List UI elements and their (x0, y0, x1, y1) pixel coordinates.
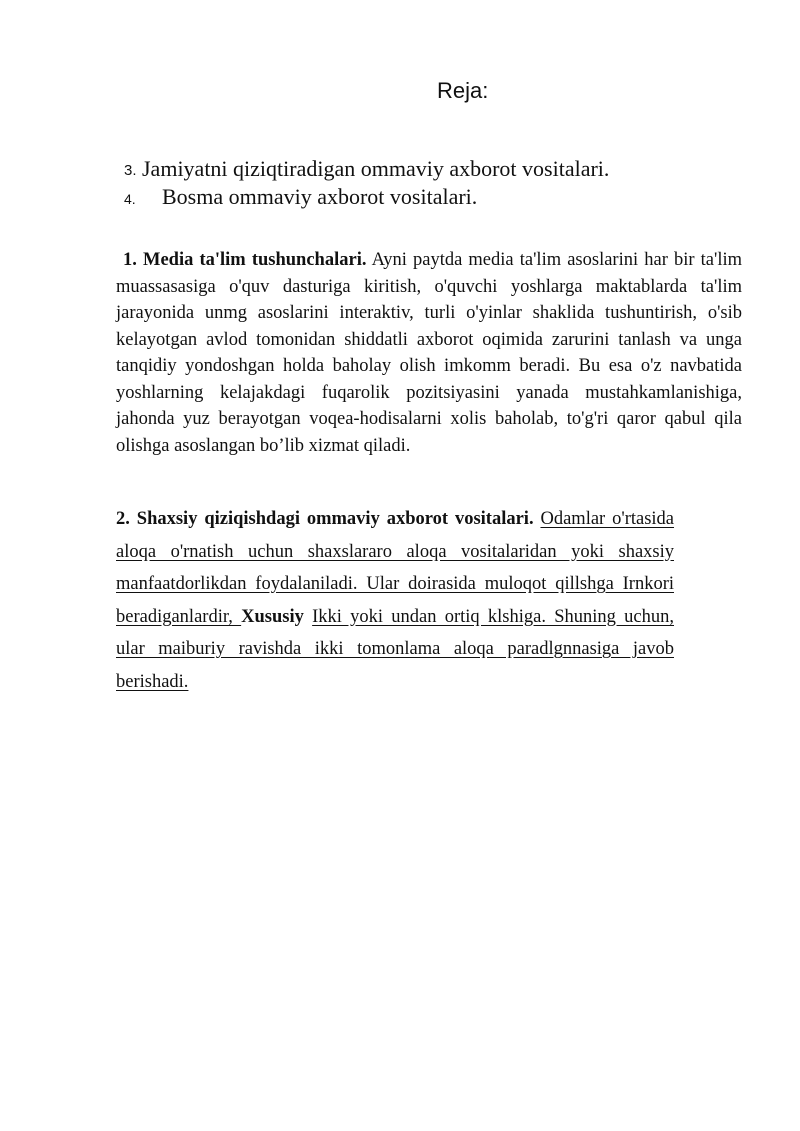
plan-title: Reja: (437, 78, 489, 103)
section-2-body-a: Odamlar o'rtasida aloqa o'rnatish uchun shaxslararo aloqa vositalaridan yoki shaxsiy manfaatdorlikdan foydalaniladi. Ular doirasida muloqot qillshga Irnkori beradiganlardir, (116, 509, 675, 627)
plan-item-number: 4. (124, 191, 136, 207)
section-2-bold-word: Xususiy (241, 606, 304, 627)
plan-item-text: Bosma ommaviy axborot vositalari. (162, 184, 478, 209)
plan-item-text: Jamiyatni qiziqtiradigan ommaviy axborot vositalari. (142, 156, 610, 181)
section-2-paragraph (116, 503, 674, 698)
section-1-heading: 1. Media ta'lim tushunchalari. (123, 250, 367, 270)
section-2-heading: 2. Shaxsiy qiziqishdagi ommaviy axborot vositalari. (116, 509, 534, 529)
section-1-body: Ayni paytda media ta'lim asoslarini har bir ta'lim muassasasiga o'quv dasturiga kiritish, o'quvchi yoshlarga maktablarda ta'lim jarayonida unmg asoslarini interaktiv, turli o'yinlar shaklida tushuntirish, o'sib kelayotgan avlod tomonidan shiddatli axborot oqimida zarurini tanlash va unga tanqidiy yondoshgan holda baholay olish imkomm beradi. Bu esa o'z navbatida yoshlarning kelajakdagi fuqarolik pozitsiyasini yanada mustahkamlanishiga, jahonda yuz berayotgan voqea-hodisalarni xolis baholab, to'g'ri qaror qabul qila olishga asoslangan bo’lib xizmat qiladi. (116, 250, 743, 456)
plan-item-number: 3. (124, 162, 137, 179)
section-2-body-b: Ikki yoki undan ortiq klshiga. Shuning uchun, ular maiburiy ravishda ikki tomonlama aloqa paradlgnnasiga javob berishadi. (116, 606, 674, 692)
section-1-paragraph (116, 247, 742, 459)
